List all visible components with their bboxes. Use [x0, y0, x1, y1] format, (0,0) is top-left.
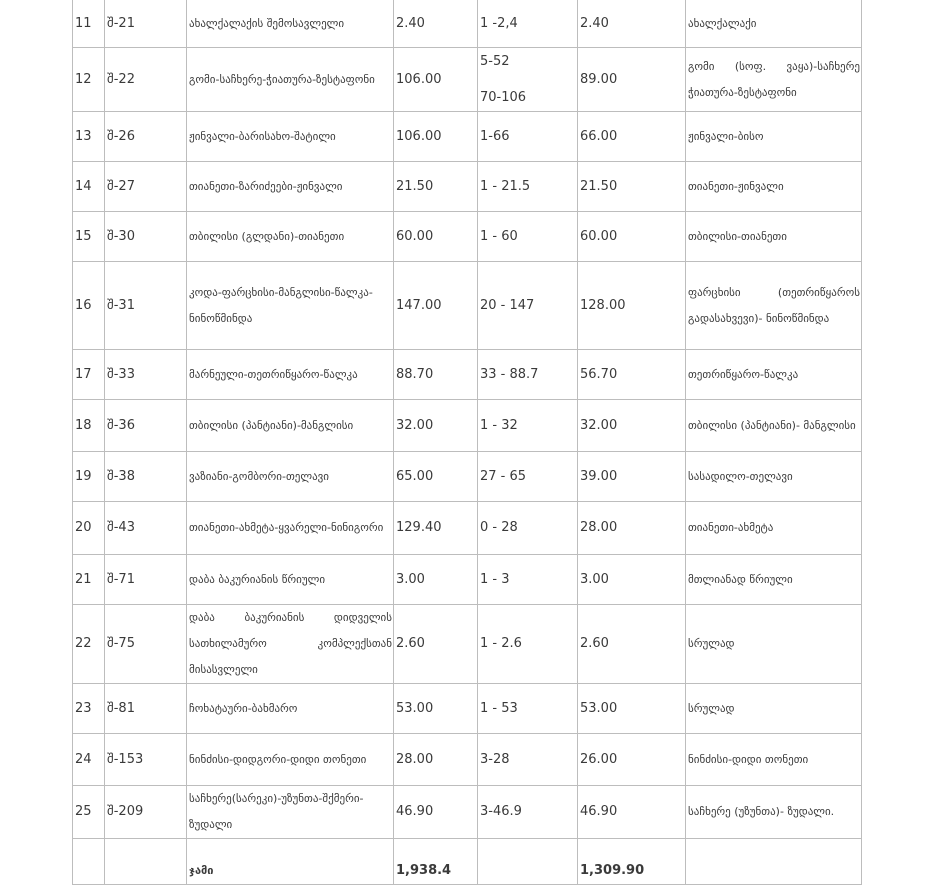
road-length: 3.00 [394, 555, 478, 605]
road-code: შ-38 [105, 452, 187, 502]
road-name: თიანეთი-ახმეტა-ყვარელი-ნინიგორი [187, 502, 394, 555]
km-range [478, 555, 578, 605]
road-name: გომი-საჩხერე-ჭიათურა-ზესტაფონი [187, 48, 394, 112]
section-name: ახალქალაქი [686, 0, 862, 48]
road-name: ნინძისი-დიდგორი-დიდი თონეთი [187, 734, 394, 786]
table-row [73, 162, 862, 212]
road-code: შ-31 [105, 262, 187, 350]
road-code: შ-26 [105, 112, 187, 162]
km-range [478, 452, 578, 502]
road-length: 46.90 [394, 786, 478, 839]
km-range-line: 1 - 53 [480, 700, 518, 716]
section-name: თბილისი-თიანეთი [686, 212, 862, 262]
km-range [478, 0, 578, 48]
road-length: 129.40 [394, 502, 478, 555]
row-number: 25 [73, 786, 105, 839]
table-row [73, 262, 862, 350]
table-row [73, 350, 862, 400]
km-range-line: 1 - 3 [480, 571, 510, 587]
table-row [73, 112, 862, 162]
section-name: ნინძისი-დიდი თონეთი [686, 734, 862, 786]
km-range [478, 734, 578, 786]
km-range [478, 162, 578, 212]
section-length: 89.00 [578, 48, 686, 112]
road-name: ჩოხატაური-ბახმარო [187, 684, 394, 734]
table-row [73, 0, 862, 48]
road-length: 88.70 [394, 350, 478, 400]
row-number: 22 [73, 605, 105, 684]
road-name: ჟინვალი-ბარისახო-შატილი [187, 112, 394, 162]
section-length: 2.60 [578, 605, 686, 684]
road-code: შ-21 [105, 0, 187, 48]
section-length: 3.00 [578, 555, 686, 605]
total-label: ჯამი [187, 839, 394, 885]
row-number: 16 [73, 262, 105, 350]
table-row [73, 786, 862, 839]
road-length: 21.50 [394, 162, 478, 212]
road-length: 60.00 [394, 212, 478, 262]
row-number: 14 [73, 162, 105, 212]
row-number: 19 [73, 452, 105, 502]
road-name: დაბა ბაკურიანის დიდველის სათხილამურო კომპლექსთან მისასვლელი [187, 605, 394, 684]
section-length: 66.00 [578, 112, 686, 162]
section-length: 28.00 [578, 502, 686, 555]
km-range-line: 1-66 [480, 128, 510, 144]
section-name: სასადილო-თელავი [686, 452, 862, 502]
row-number: 17 [73, 350, 105, 400]
table-row [73, 502, 862, 555]
km-range-line: 0 - 28 [480, 520, 518, 535]
section-name: მთლიანად წრიული [686, 555, 862, 605]
km-range-line: 3-28 [480, 751, 510, 767]
road-length: 2.40 [394, 0, 478, 48]
km-range-line: 20 - 147 [480, 297, 535, 313]
road-code: შ-43 [105, 502, 187, 555]
section-length: 2.40 [578, 0, 686, 48]
road-length: 2.60 [394, 605, 478, 684]
section-length: 39.00 [578, 452, 686, 502]
table-row [73, 605, 862, 684]
roads-table-body [73, 0, 862, 885]
road-code: შ-75 [105, 605, 187, 684]
km-range-line: 27 - 65 [480, 468, 527, 484]
row-number: 18 [73, 400, 105, 452]
km-range [478, 502, 578, 555]
road-length: 32.00 [394, 400, 478, 452]
table-row [73, 48, 862, 112]
km-range-line: 1 - 32 [480, 417, 518, 433]
table-row [73, 555, 862, 605]
road-length: 106.00 [394, 112, 478, 162]
km-range-line: 5-52 [480, 53, 510, 69]
road-code: შ-209 [105, 786, 187, 839]
table-total-row [73, 839, 862, 885]
road-name: კოდა-ფარცხისი-მანგლისი-წალკა-ნინოწმინდა [187, 262, 394, 350]
section-name: საჩხერე (უზუნთა)- ზუდალი. [686, 786, 862, 839]
km-range [478, 48, 578, 112]
km-range [478, 212, 578, 262]
km-range [478, 605, 578, 684]
section-name: სრულად [686, 605, 862, 684]
total-section-length: 1,309.90 [578, 839, 686, 885]
row-number: 13 [73, 112, 105, 162]
road-code: შ-22 [105, 48, 187, 112]
km-range [478, 400, 578, 452]
row-number: 24 [73, 734, 105, 786]
km-range-line: 1 -2,4 [480, 15, 518, 31]
row-number: 11 [73, 0, 105, 48]
road-code: შ-36 [105, 400, 187, 452]
section-name: სრულად [686, 684, 862, 734]
road-code: შ-71 [105, 555, 187, 605]
table-row [73, 734, 862, 786]
section-name: თბილისი (პანტიანი)- მანგლისი [686, 400, 862, 452]
road-name: საჩხერე(სარეკი)-უზუნთა-შქმერი-ზუდალი [187, 786, 394, 839]
road-name: ახალქალაქის შემოსავლელი [187, 0, 394, 48]
section-length: 128.00 [578, 262, 686, 350]
section-length: 21.50 [578, 162, 686, 212]
road-length: 53.00 [394, 684, 478, 734]
roads-table [72, 0, 862, 885]
section-length: 56.70 [578, 350, 686, 400]
section-name: გომი (სოფ. ვაყა)-საჩხერე ჭიათურა-ზესტაფონი [686, 48, 862, 112]
km-range [478, 112, 578, 162]
section-length: 53.00 [578, 684, 686, 734]
table-row [73, 212, 862, 262]
table-row [73, 684, 862, 734]
section-name: ჟინვალი-ბისო [686, 112, 862, 162]
row-number: 21 [73, 555, 105, 605]
row-number: 20 [73, 502, 105, 555]
road-name: თბილისი (გლდანი)-თიანეთი [187, 212, 394, 262]
section-name: თიანეთი-ჟინვალი [686, 162, 862, 212]
road-name: თბილისი (პანტიანი)-მანგლისი [187, 400, 394, 452]
section-length: 26.00 [578, 734, 686, 786]
road-name: მარნეული-თეთრიწყარო-წალკა [187, 350, 394, 400]
section-length: 60.00 [578, 212, 686, 262]
km-range-line: 33 - 88.7 [480, 366, 539, 382]
table-row [73, 452, 862, 502]
km-range [478, 786, 578, 839]
road-length: 28.00 [394, 734, 478, 786]
section-length: 46.90 [578, 786, 686, 839]
road-length: 65.00 [394, 452, 478, 502]
total-empty-cell [686, 839, 862, 885]
row-number: 12 [73, 48, 105, 112]
section-name: თეთრიწყარო-წალკა [686, 350, 862, 400]
roads-table-wrapper [72, 0, 860, 885]
total-empty-cell [73, 839, 105, 885]
road-length: 106.00 [394, 48, 478, 112]
road-code: შ-153 [105, 734, 187, 786]
road-length: 147.00 [394, 262, 478, 350]
km-range-line: 1 - 21.5 [480, 178, 531, 194]
total-empty-cell [478, 839, 578, 885]
km-range-line: 3-46.9 [480, 804, 522, 819]
km-range-line: 70-106 [480, 89, 527, 105]
road-name: დაბა ბაკურიანის წრიული [187, 555, 394, 605]
km-range [478, 350, 578, 400]
row-number: 15 [73, 212, 105, 262]
road-name: ვაზიანი-გომბორი-თელავი [187, 452, 394, 502]
section-name: ფარცხისი (თეთრიწყაროს გადასახვევი)- ნინოწმინდა [686, 262, 862, 350]
total-length: 1,938.4 [394, 839, 478, 885]
road-code: შ-30 [105, 212, 187, 262]
road-code: შ-33 [105, 350, 187, 400]
km-range [478, 262, 578, 350]
road-name: თიანეთი-ზარიძეები-ჟინვალი [187, 162, 394, 212]
road-code: შ-81 [105, 684, 187, 734]
km-range-line: 1 - 2.6 [480, 636, 522, 651]
section-name: თიანეთი-ახმეტა [686, 502, 862, 555]
km-range [478, 684, 578, 734]
row-number: 23 [73, 684, 105, 734]
road-code: შ-27 [105, 162, 187, 212]
km-range-line: 1 - 60 [480, 228, 518, 244]
total-empty-cell [105, 839, 187, 885]
table-row [73, 400, 862, 452]
section-length: 32.00 [578, 400, 686, 452]
